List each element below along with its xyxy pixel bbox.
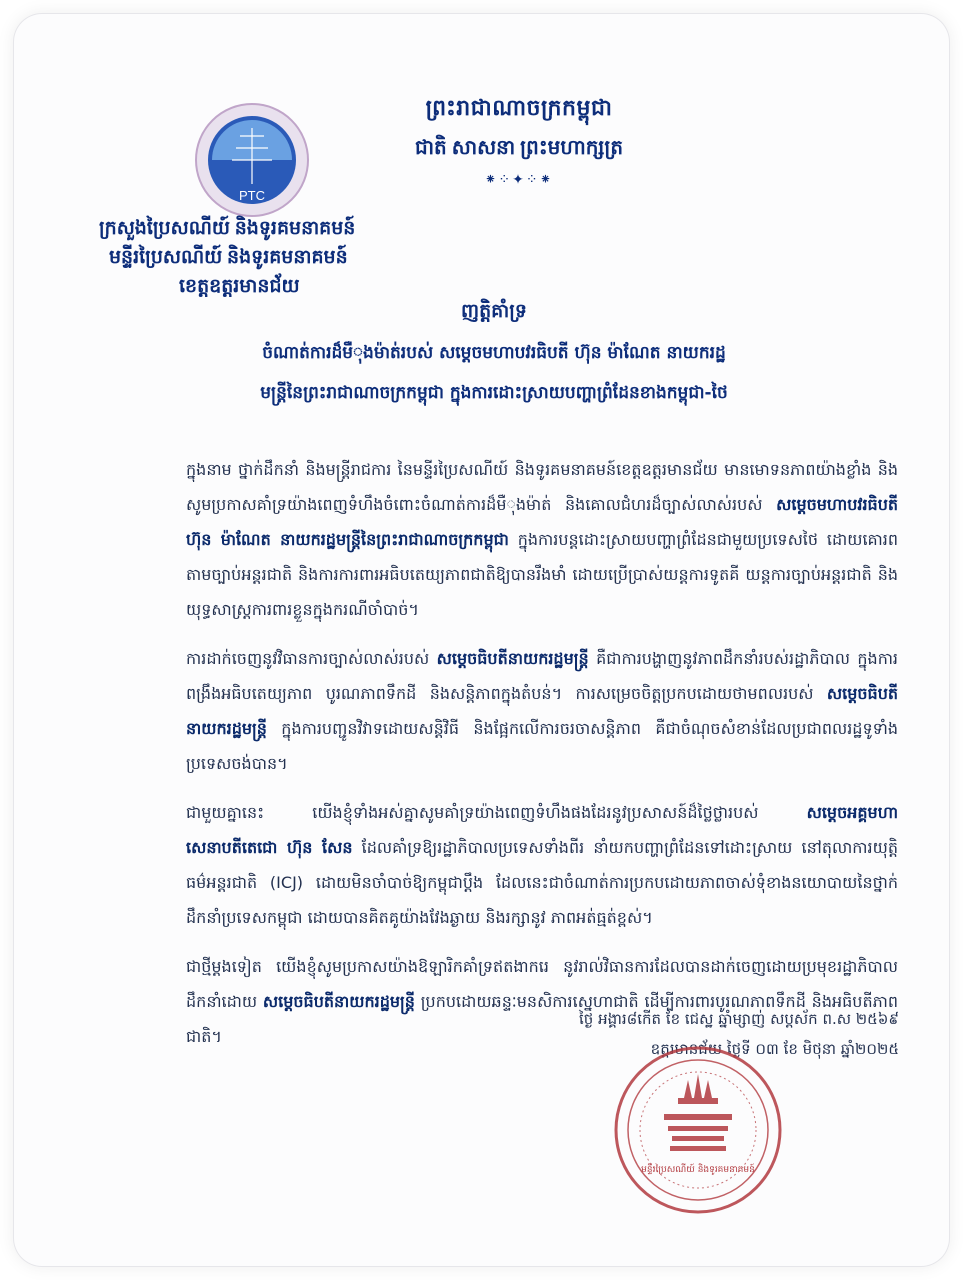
paragraph-1 (186, 452, 898, 627)
p2-emphasis-1: សម្តេចធិបតីនាយករដ្ឋមន្ត្រី (436, 649, 589, 668)
title-line-1: ចំណាត់ការដ៏មឺុងម៉ាត់របស់ សម្តេចមហាបវរធិបតី ហ៊ុន ម៉ាណែត នាយករដ្ឋ (262, 343, 726, 363)
department-name: មន្ទីរប្រៃសណីយ៍ និងទូរគមនាគមន៍ (109, 247, 348, 268)
paragraph-3 (186, 795, 898, 935)
lunar-date: ថ្ងៃ អង្គារ៨កើត ខែ ជេស្ឋ ឆ្នាំម្សាញ់ សប្តស័ក ព.ស ២៥៦៩ (579, 1010, 899, 1028)
p1-text-c: ក្នុងការបន្តដោះស្រាយបញ្ហាព្រំដែនជាមួយប្រទេសថៃ ដោយគោរពតាមច្បាប់អន្តរជាតិ និងការការពារអធិបតេយ្យភាពជាតិឱ្យបានរឹងមាំ ដោយប្រើប្រាស់យន្តការទូតគី យន្តការច្បាប់អន្តរជាតិ និងយុទ្ធសាស្ត្រការពារខ្លួនក្នុងករណីចាំបាច់។ (186, 530, 899, 619)
solar-date: ឧត្តរមានជ័យ ថ្ងៃទី ០៣ ខែ មិថុនា ឆ្នាំ២០២៥ (650, 1040, 899, 1058)
p3-text-c: ដែលគាំទ្រឱ្យរដ្ឋាភិបាលប្រទេសទាំងពីរ នាំយកបញ្ហាព្រំដែនទៅដោះស្រាយ នៅតុលាការយុត្តិធម៌អន្តរជាតិ (ICJ) ដោយមិនចាំបាច់ឱ្យកម្ពុជាប្តឹង ដែលនេះជាចំណាត់ការប្រកបដោយភាពចាស់ទុំខាងនយោបាយនៃថ្នាក់ដឹកនាំប្រទេសកម្ពុជា ដោយបានគិតគូយ៉ាងវែងឆ្ងាយ និងរក្សានូវ ភាពអត់ធ្មត់ខ្ពស់។ (186, 838, 899, 927)
kingdom-header (394, 94, 644, 188)
p4-text-a: ជាថ្មីម្តងទៀត យើងខ្ញុំសូមប្រកាសយ៉ាងឱឡារិកគាំទ្រឥតងាករេ នូវរាល់វិធានការដែលបានដាក់ចេញដោយប្រមុខរដ្ឋាភិបាលដឹកនាំដោយ (186, 957, 898, 1011)
document-body (186, 452, 898, 1068)
p4-text-c: ប្រកបដោយឆន្ទៈមនសិការស្នេហាជាតិ ដើម្បីការពារបូរណភាពទឹកដី និងអធិបតីភាពជាតិ។ (186, 992, 898, 1046)
ministry-logo (192, 100, 312, 220)
paragraph-2 (186, 641, 898, 781)
national-motto: ជាតិ សាសនា ព្រះមហាក្សត្រ (414, 137, 624, 159)
ministry-name: ក្រសួងប្រៃសណីយ៍ និងទូរគមនាគមន៍ (99, 218, 356, 239)
ornament: ⁕⁘✦⁘⁕ (484, 172, 554, 188)
p2-text-e: ក្នុងការបញ្ជូនវិវាទដោយសន្តិវិធី និងផ្អែកលើការចរចាសន្តិភាព គឺជាចំណុចសំខាន់ដែលប្រជាពលរដ្ឋទូទាំងប្រទេសចង់បាន។ (186, 719, 898, 773)
p2-text-a: ការដាក់ចេញនូវវិធានការច្បាស់លាស់របស់ (186, 649, 437, 668)
p1-text-a: ក្នុងនាម ថ្នាក់ដឹកនាំ និងមន្ត្រីរាជការ នៃមន្ទីរប្រៃសណីយ៍ និងទូរគមនាគមន៍ខេត្តឧត្តរមានជ័យ មានមោទនភាពយ៉ាងខ្លាំង និងសូមប្រកាសគាំទ្រយ៉ាងពេញទំហឹងចំពោះចំណាត់ការដ៏មឺុងម៉ាត់ និងគោលជំហរដ៏ច្បាស់លាស់របស់ (186, 460, 898, 514)
title-label: ញត្តិគាំទ្រ (461, 300, 527, 322)
province-name: ខេត្តឧត្តរមានជ័យ (179, 276, 300, 297)
p2-text-c: គឺជាការបង្ហាញនូវភាពដឹកនាំរបស់រដ្ឋាភិបាល ក្នុងការពង្រឹងអធិបតេយ្យភាព បូរណភាពទឹកដី និងសន្តិភាពក្នុងតំបន់។ ការសម្រេចចិត្តប្រកបដោយថាមពលរបស់ (186, 649, 899, 703)
document-sheet (14, 14, 949, 1266)
p1-emphasis: សម្តេចមហាបវរធិបតី ហ៊ុន ម៉ាណែត នាយករដ្ឋមន្ត្រីនៃព្រះរាជាណាចក្រកម្ពុជា (186, 495, 898, 549)
document-title (204, 299, 784, 413)
p3-text-a: ជាមួយគ្នានេះ យើងខ្ញុំទាំងអស់គ្នាសូមគាំទ្រយ៉ាងពេញទំហឹងផងដែរនូវប្រសាសន៍ដ៏ថ្លៃថ្លារបស់ (186, 803, 807, 822)
p4-emphasis: សម្តេចធិបតីនាយករដ្ឋមន្ត្រី (262, 992, 415, 1011)
title-line-2: មន្ត្រីនៃព្រះរាជាណាចក្រកម្ពុជា ក្នុងការដោះស្រាយបញ្ហាព្រំដែនខាងកម្ពុជា-ថៃ (260, 383, 728, 403)
p3-emphasis: សម្តេចអគ្គមហាសេនាបតីតេជោ ហ៊ុន សែន (186, 803, 898, 857)
official-seal-stamp (612, 1044, 784, 1216)
kingdom-name: ព្រះរាជាណាចក្រកម្ពុជា (425, 95, 613, 120)
logo-text: PTC (239, 188, 265, 203)
seal-text: មន្ទីរប្រៃសណីយ៍ និងទូរគមនាគមន៍ (641, 1165, 755, 1175)
issuer-header (99, 214, 419, 301)
p2-emphasis-2: សម្តេចធិបតីនាយករដ្ឋមន្ត្រី (186, 684, 898, 738)
